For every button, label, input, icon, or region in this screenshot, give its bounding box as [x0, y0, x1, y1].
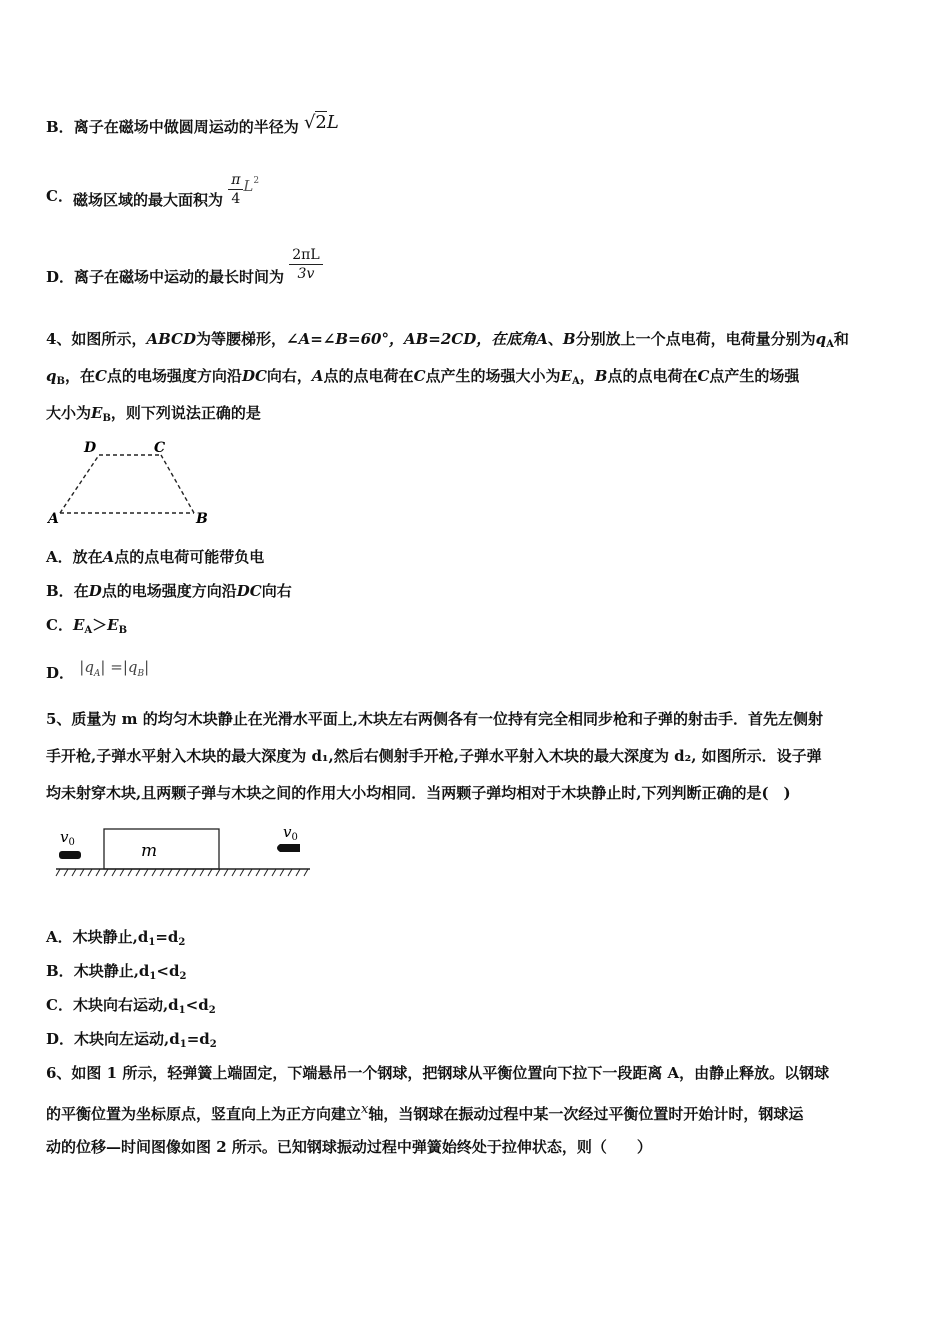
left-bullet — [59, 851, 81, 859]
q6-stem-line3: 动的位移—时间图像如图 2 所示。已知钢球振动过程中弹簧始终处于拉伸状态，则（ ） — [46, 1138, 652, 1156]
edge-ad — [60, 455, 99, 513]
vertex-label-d: D — [84, 440, 97, 456]
q4-option-b: B．在D点的电场强度方向沿DC向右 — [46, 582, 292, 600]
q5-option-b: B．木块静止$,d_1<d_2$ — [46, 962, 187, 982]
block-bullets-figure — [52, 822, 317, 884]
q4-option-d: D． $|q_A| =|q_B|$ — [46, 658, 150, 682]
q5-stem-line2: 手开枪,子弹水平射入木块的最大深度为 d₁,然后右侧射手开枪,子弹水平射入木块的最大深度为 d₂, 如图所示．设子弹 — [46, 747, 822, 765]
q6-stem-line1: 6、如图 1 所示，轻弹簧上端固定，下端悬吊一个钢球，把钢球从平衡位置向下拉下一段距离 A，由静止释放。以钢球 — [46, 1064, 830, 1082]
vertex-label-a: A — [48, 511, 59, 527]
sqrt2-expression: √2L — [303, 112, 339, 133]
q4-stem-line2: $q_B$，在C点的电场强度方向沿DC向右，A点的点电荷在C点产生的场强大小为$E_A$，B点的点电荷在C点产生的场强 — [46, 367, 800, 387]
q3-option-b: B．离子在磁场中做圆周运动的半径为 √2L — [46, 112, 339, 136]
q4-option-c: C．$E_A>E_B$ — [46, 616, 128, 636]
right-bullet — [277, 844, 300, 852]
trapezoid-figure — [44, 436, 224, 528]
q4-stem-line1: 4、如图所示，ABCD为等腰梯形，∠A=∠B=60°，AB=2CD，在底角A、B分别放上一个点电荷，电荷量分别为$q_A$和 — [46, 330, 849, 350]
block-mass-label: m — [141, 841, 158, 861]
time-fraction: $\frac{2\pi L}{3v}$ — [289, 246, 322, 283]
ground-hatching — [56, 869, 308, 876]
q5-option-d: D．木块向左运动$,d_1=d_2$ — [46, 1030, 217, 1050]
left-velocity-label: $v_0$ — [60, 828, 75, 848]
q5-stem-line1: 5、质量为 m 的均匀木块静止在光滑水平面上,木块左右两侧各有一位持有完全相同步枪和子弹的射击手．首先左侧射 — [46, 710, 823, 728]
q3-option-c: C．磁场区域的最大面积为 $\frac{\pi}{4}$ $L^2$ — [46, 172, 260, 209]
q4-option-a: A．放在A点的点电荷可能带负电 — [46, 548, 265, 566]
q6-stem-line2: 的平衡位置为坐标原点，竖直向上为正方向建立x轴，当钢球在振动过程中某一次经过平衡位置时开始计时，钢球运 — [46, 1102, 804, 1123]
q5-stem-line3: 均未射穿木块,且两颗子弹与木块之间的作用大小均相同．当两颗子弹均相对于木块静止时,下列判断正确的是( ) — [46, 784, 791, 802]
edge-bc — [161, 455, 194, 513]
right-velocity-label: $v_0$ — [283, 823, 298, 843]
pi-over-4-fraction: $\frac{\pi}{4}$ — [228, 171, 243, 208]
q4-stem-line3: 大小为$E_B$，则下列说法正确的是 — [46, 404, 261, 424]
q5-option-a: A．木块静止$,d_1=d_2$ — [46, 928, 186, 948]
abs-charge-equation: $|q_A| =|q_B|$ — [79, 658, 150, 679]
q3-option-d: D．离子在磁场中运动的最长时间为 $\frac{2\pi L}{3v}$ — [46, 246, 323, 288]
vertex-label-c: C — [154, 440, 166, 456]
wood-block — [104, 829, 219, 869]
q5-option-c: C．木块向右运动$,d_1<d_2$ — [46, 996, 216, 1016]
vertex-label-b: B — [196, 511, 208, 527]
